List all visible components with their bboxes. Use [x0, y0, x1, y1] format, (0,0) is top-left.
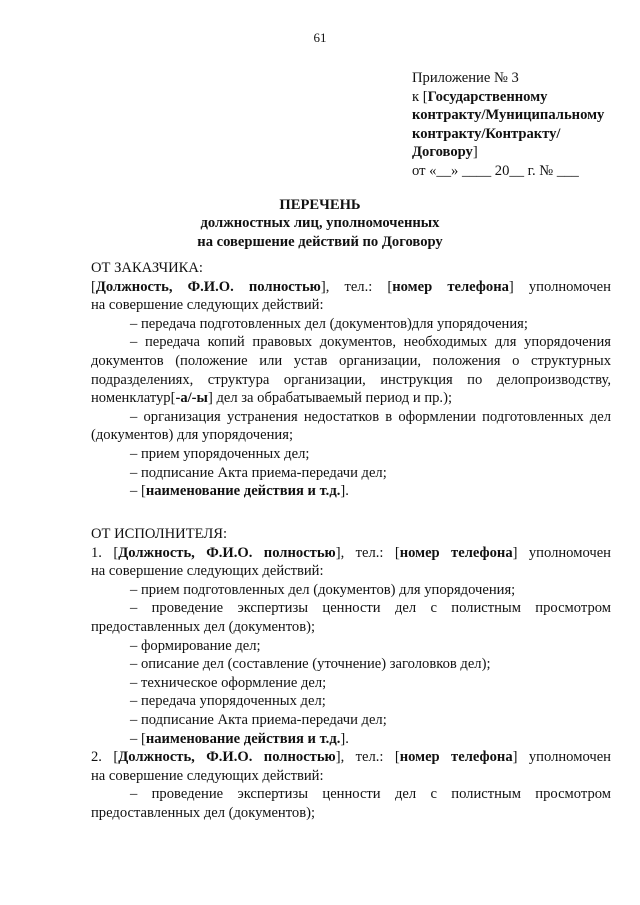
document-title — [90, 196, 550, 251]
action-placeholder: наименование действия и т.д. — [145, 730, 341, 747]
action-tail: ] дел за обрабатываемый период и пр.); — [207, 390, 452, 407]
contractor-action-6: – передача упорядоченных дел; — [130, 693, 326, 710]
action-suffix: ]. — [340, 730, 349, 747]
customer-action-5: – подписание Акта приема-передачи дел; — [130, 464, 387, 481]
action-prefix: – [ — [130, 483, 146, 500]
customer-action-1: – передача подготовленных дел (документов)для упорядочения; — [130, 315, 528, 332]
authorized-text: ] уполномочен — [512, 544, 611, 561]
action-placeholder: наименование действия и т.д. — [145, 483, 341, 500]
contractor-action-4: – описание дел (составление (уточнение) заголовков дел); — [130, 656, 491, 673]
bracket: [ — [91, 278, 96, 295]
action-bold: -а/-ы — [175, 390, 208, 407]
appendix-line-5 — [412, 143, 622, 162]
contractor-person-1-line-2: на совершение следующих действий: — [91, 563, 324, 580]
contractor-section — [91, 525, 611, 823]
customer-section — [91, 259, 611, 501]
appendix-line-3: контракту/Муниципальному — [412, 107, 605, 124]
customer-person-line-2: на совершение следующих действий: — [91, 297, 324, 314]
contractor-action-3: – формирование дел; — [130, 637, 261, 654]
contractor-position-1: Должность, Ф.И.О. полностью — [118, 544, 336, 561]
contractor-person-2-line — [91, 748, 611, 767]
item-number: 2. [ — [91, 749, 119, 766]
contractor-person-2-line-2: на совершение следующих действий: — [91, 767, 324, 784]
contractor-phone-2: номер телефона — [399, 749, 513, 766]
appendix-date-line: от «__» ____ 20__ г. № ___ — [412, 162, 579, 179]
contractor-action-2: – проведение экспертизы ценности дел с полистным просмотром предоставленных дел (документов); — [91, 600, 611, 635]
title-line-2: должностных лиц, уполномоченных — [200, 215, 440, 232]
action-suffix: ]. — [340, 483, 349, 500]
appendix-contract-end: Договору — [412, 144, 473, 161]
appendix-header — [412, 69, 622, 181]
action-text: – передача копий правовых документов, необходимых для упорядочения документов (положение или устав организации, положения о структурных подразделениях, структура организации, инструкция по делопроизводству, номенклатур[ — [91, 334, 611, 407]
phone-label: ], тел.: [ — [335, 544, 400, 561]
item-number: 1. [ — [91, 544, 119, 561]
contractor-action-7: – подписание Акта приема-передачи дел; — [130, 711, 387, 728]
contractor-2-action-1: – проведение экспертизы ценности дел с полистным просмотром предоставленных дел (документов); — [91, 786, 611, 821]
contractor-action-8 — [91, 730, 611, 749]
authorized-text: ] уполномочен — [512, 749, 611, 766]
title-line-1: ПЕРЕЧЕНЬ — [279, 197, 361, 213]
appendix-bracket: ] — [472, 144, 478, 161]
appendix-contract-type: Государственному — [427, 88, 548, 105]
customer-action-6 — [91, 482, 611, 501]
title-line-3: на совершение действий по Договору — [197, 233, 443, 250]
authorized-text: ] уполномочен — [508, 278, 611, 295]
customer-heading: ОТ ЗАКАЗЧИКА: — [91, 260, 203, 276]
customer-action-4: – прием упорядоченных дел; — [130, 445, 310, 462]
contractor-person-1-line — [91, 544, 611, 563]
appendix-line-1: Приложение № 3 — [412, 70, 519, 86]
customer-person-line — [91, 278, 611, 297]
page-number: 61 — [313, 30, 327, 45]
contractor-phone-1: номер телефона — [399, 544, 513, 561]
appendix-prefix: к [ — [412, 88, 428, 105]
customer-action-2 — [91, 333, 611, 407]
contractor-action-5: – техническое оформление дел; — [130, 674, 327, 691]
phone-label: ], тел.: [ — [320, 278, 393, 295]
contractor-heading: ОТ ИСПОЛНИТЕЛЯ: — [91, 526, 228, 542]
action-prefix: – [ — [130, 730, 146, 747]
appendix-line-2 — [412, 88, 622, 107]
customer-phone: номер телефона — [392, 278, 509, 295]
phone-label: ], тел.: [ — [335, 749, 400, 766]
customer-action-3: – организация устранения недостатков в оформлении подготовленных дел (документов) для упорядочения; — [91, 408, 611, 444]
customer-position: Должность, Ф.И.О. полностью — [95, 278, 321, 295]
contractor-action-1: – прием подготовленных дел (документов) для упорядочения; — [130, 581, 516, 598]
appendix-line-4: контракту/Контракту/ — [412, 125, 561, 142]
contractor-position-2: Должность, Ф.И.О. полностью — [118, 749, 336, 766]
